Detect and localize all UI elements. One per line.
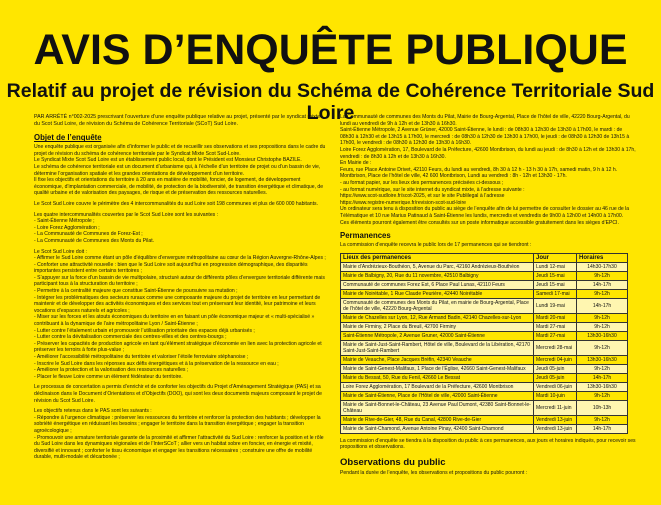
day-cell: Vendredi 13-juin: [534, 424, 577, 433]
consultation-paragraph: Saint-Étienne Métropole, 2 Avenue Grüner, 42000 Saint-Étienne, le lundi : de 08h30 à 12h30 de 13h30 à 17h00, le mardi : de 08h30 à 12h30 et de 13h15 à 17h00, le mercredi : de 08h30 à 12h30 de 13h30 à 17h00, le jeudi : de 08h30 à 12h30 de 13h15 à 17h00, le vendredi : de 08h30 à 12h30 de 13h30 à 16h30.: [340, 127, 630, 147]
table-row: [341, 322, 628, 331]
hours-cell: 9h-12h: [577, 391, 628, 400]
consultation-paragraph: - au format numérique, sur le site internet du syndicat mixte, à l’adresse suivante :: [340, 186, 525, 193]
object-paragraph: Le Syndicat Mixte Scot Sud Loire est un établissement public local, dont le Président est Monsieur Christophe BAZILE.: [34, 157, 302, 164]
list-item: - La Communauté de Communes des Monts du Pilat.: [34, 237, 155, 244]
place-cell: Mairie de Saint-Chamond, Avenue Antoine Pinay, 42400 Saint-Chamond: [341, 424, 534, 433]
table-row: [341, 271, 628, 280]
list-item: - Miser sur les forces et les atouts économiques du territoire en en faisant un pôle économique majeur et « multi-spécialisé » contribuant à la dynamique de l’aire métropolitaine Lyon / Saint-Étienne ;: [34, 314, 315, 328]
list-item: - Améliorer la protection et la valorisation des ressources naturelles ;: [34, 367, 189, 374]
website-link[interactable]: https://www.scot-sudloire.fr/scot-2025, et sur le site Publilegal à l’adresse: [340, 193, 505, 200]
place-cell: Saint-Étienne Métropole, 2 Avenue Gruner, 42000 Saint-Étienne: [341, 331, 534, 340]
table-row: [341, 355, 628, 364]
table-row: [341, 415, 628, 424]
place-cell: Mairie du Bessat, 50, Rue du Fenil, 42660 Le Bessat: [341, 373, 534, 382]
day-cell: Mercredi 11-juin: [534, 400, 577, 415]
day-cell: Jeudi 15-mai: [534, 280, 577, 289]
column-header: Horaires: [577, 253, 628, 262]
list-item: - Permettre à la centralité majeure que constitue Saint-Étienne de poursuivre sa mutation ;: [34, 288, 238, 295]
consultation-paragraph: - au format papier, sur les lieux des permanences précisées ci-dessous ;: [340, 179, 504, 186]
list-item: - Loire Forez Agglomération ;: [34, 224, 100, 231]
consultation-paragraph: Loire Forez Agglomération, 17, Boulevard de la Préfecture, 42600 Montbrison, du lundi au jeudi : de 8h30 à 12h et de 13h30 à 17h, vendredi : de 8h30 à 12h et de 13h30 à 16h30.: [340, 146, 636, 160]
table-row: [341, 373, 628, 382]
hours-cell: 9h-12h: [577, 364, 628, 373]
place-cell: Mairie de Noirétable, 1 Rue Claude Peurière, 42440 Noirétable: [341, 289, 534, 298]
place-cell: Mairie de Rive-de-Gier, 48, Rue du Canal, 42800 Rive-de-Gier: [341, 415, 534, 424]
table-header-row: [341, 253, 628, 262]
permanences-intro: La commission d’enquête recevra le public lors de 17 permanences qui se tiendront :: [340, 242, 532, 249]
list-item: - Lutter contre la dévitalisation commerciale des centres-villes et des centres-bourgs ;: [34, 334, 227, 341]
hours-cell: 14h-17h: [577, 373, 628, 382]
permanences-footnote: La commission d’enquête se tiendra à la disposition du public à ces permanences, aux jours et horaires indiqués, pour recevoir ses propositions et observations.: [340, 437, 636, 451]
table-row: [341, 340, 628, 355]
table-row: [341, 331, 628, 340]
left-column: [34, 114, 327, 461]
list-item: - La Communauté de Communes de Forez-Est ;: [34, 231, 143, 238]
day-cell: Mardi 27-mai: [534, 331, 577, 340]
day-cell: Mardi 10-juin: [534, 391, 577, 400]
object-paragraph: Les quatre intercommunalités couvertes par le Scot Sud Loire sont les suivantes :: [34, 211, 219, 218]
hours-cell: 14h-17h: [577, 280, 628, 289]
day-cell: Vendredi 13-juin: [534, 415, 577, 424]
object-heading: Objet de l’enquête: [34, 133, 102, 143]
table-row: [341, 313, 628, 322]
day-cell: Jeudi 05-juin: [534, 364, 577, 373]
list-item: - Améliorer l’accessibilité métropolitaine du territoire et valoriser l’étoile ferroviaire stéphanoise ;: [34, 354, 249, 360]
right-column: [340, 114, 636, 476]
hours-cell: 14h30-17h30: [577, 262, 628, 271]
day-cell: Jeudi 05-juin: [534, 373, 577, 382]
place-cell: Loire Forez Agglomération, 17 Boulevard de la Préfecture, 42600 Montbrison: [341, 382, 534, 391]
permanences-table: [340, 253, 628, 434]
object-paragraph: Une enquête publique est organisée afin d’informer le public et de recueillir ses observations et ses propositions dans le cadre du projet de révision du schéma de cohérence territoriale par le Syndicat Mixte Scot Sud-Loire.: [34, 144, 326, 157]
consultation-paragraph: Montbrison, Place de l’hôtel de ville, 42 600 Montbrison, Lundi au vendredi : 8h - 12h et 13h30 - 17h.: [340, 173, 567, 180]
column-header: Jour: [534, 253, 577, 262]
place-cell: Mairie d’Andrézieux-Bouthéon, 5, Avenue du Parc, 42160 Andrézieux-Bouthéon: [341, 262, 534, 271]
day-cell: Lundi 19-mai: [534, 298, 577, 313]
table-row: [341, 382, 628, 391]
hours-cell: 13h30-16h30: [577, 355, 628, 364]
day-cell: Samedi 17-mai: [534, 289, 577, 298]
hours-cell: 9h-12h: [577, 322, 628, 331]
list-item: - Préserver les capacités de production agricole en tant qu’élément stratégique d’économie en lien avec la protection agricole et préserver les terroirs à forte plus-value ;: [34, 340, 322, 354]
hours-cell: 14h-17h: [577, 298, 628, 313]
day-cell: Lundi 12-mai: [534, 262, 577, 271]
day-cell: Mercredi 04-juin: [534, 355, 577, 364]
hours-cell: 9h-12h: [577, 313, 628, 322]
consultation-paragraph: Ces éléments pourront également être consultés sur un poste informatique accessible gratuitement dans les sièges d’EPCI.: [340, 219, 619, 226]
table-row: [341, 262, 628, 271]
consultation-paragraph: En Mairie de :: [340, 160, 372, 167]
object-paragraph: Le Scot Sud Loire doit :: [34, 248, 87, 255]
object-paragraph: Les objectifs retenus dans le PAS sont les suivants :: [34, 408, 152, 415]
day-cell: Mardi 20-mai: [534, 313, 577, 322]
place-cell: Mairie de Saint-Étienne, Place de l’Hôtel de ville, 42000 Saint-Étienne: [341, 391, 534, 400]
object-paragraph: Le Scot Sud Loire couvre le périmètre des 4 intercommunalités du sud Loire soit 198 communes et plus de 600 000 habitants.: [34, 200, 318, 207]
page-subtitle: Relatif au projet de révision du Schéma de Cohérence Territoriale Sud Loire: [6, 80, 655, 124]
list-item: - Affirmer le Sud Loire comme étant un pôle d’équilibre d’envergure métropolitaine au cœur de la Région Auvergne-Rhône-Alpes ;: [34, 255, 326, 262]
table-row: [341, 298, 628, 313]
object-paragraph: Le processus de concertation a permis d’enrichir et de conforter les objectifs du Projet d’Aménagement Stratégique (PAS) et sa déclinaison dans le Document d’Orientations et d’Objectifs (DOO), qui sont les deux documents majeurs composant le projet de révision du Scot Sud Loire.: [34, 384, 322, 404]
table-row: [341, 280, 628, 289]
list-item: - Inscrire le Sud Loire dans les réponses aux défis énergétiques et à la préservation de la ressource en eau ;: [34, 360, 279, 367]
place-cell: Mairie de Veauche, Place Jacques Bréfin, 42340 Veauche: [341, 355, 534, 364]
place-cell: Communauté de communes des Monts du Pilat, en mairie de Bourg-Argental, Place de l’hôtel de ville, 42220 Bourg-Argental: [341, 298, 534, 313]
hours-cell: 9h-12h: [577, 415, 628, 424]
day-cell: Vendredi 06-juin: [534, 382, 577, 391]
list-item: - Lutter contre l’étalement urbain et promouvoir l’utilisation prioritaire des espaces déjà urbanisés ;: [34, 327, 255, 334]
list-item: - Conforter une attractivité nouvelle : bien que le Sud Loire soit aujourd’hui en progression démographique, des disparités importantes persistent entre certains territoires ;: [34, 261, 308, 275]
table-row: [341, 391, 628, 400]
consultation-paragraph: Un ordinateur sera tenu à disposition du public au siège de l’enquête afin de lui permettre de consulter le dossier au 46 rue de la Télématique et 10 rue Marius Patinaud à Saint-Étienne les lundis, mercredis et vendredis de 9h00 à 12h00 et 14h00 à 17h00.: [340, 206, 630, 219]
table-row: [341, 424, 628, 433]
place-cell: Communauté de communes Forez Est, 6 Place Paul Lunas, 42110 Feurs: [341, 280, 534, 289]
registry-link[interactable]: https://www.registre-numerique.fr/revision-scot-sud-loire: [340, 199, 466, 206]
day-cell: Mercredi 28-mai: [534, 340, 577, 355]
hours-cell: 13h30-16h30: [577, 382, 628, 391]
place-cell: Mairie de Chazelles sur Lyon, 12, Rue Armand Badin, 42140 Chazelles-sur-Lyon: [341, 313, 534, 322]
object-paragraph: Il fixe les objectifs et orientations du territoire à 20 ans en matière de mobilité, foncier, de logement, de développement économique, d’implantation commerciale, de mobilité, de protection de la biodiversité, de transition énergétique et climatique, de qualité urbaine et de valorisation des paysages, de risque et de préservation des ressources naturelles.: [34, 177, 324, 197]
list-item: - Intégrer les problématiques des secteurs ruraux comme une composante majeure du projet de territoire en leur permettant de maintenir et de développer des activités économiques et des services tout en préservant leur identité, leur patrimoine et leurs vocations d’espaces naturels et agricoles ;: [34, 294, 321, 314]
page-title: AVIS D’ENQUÊTE PUBLIQUE: [33, 26, 628, 74]
list-item: - Promouvoir une armature territoriale garante de la proximité et affirmer l’attractivité du Sud Loire : renforcer la position et le rôle du Sud Loire dans les dynamiques régionales et de l’InterSCoT ; allier vers un habitat sobre en foncier, en énergie et mixité, diversifié et innovant ; conforter le tissu économique et engager les transitions nécessaires ; construire une offre de mobilité durable, multi-modale et décarbonée ;: [34, 434, 324, 461]
hours-cell: 9h-12h: [577, 289, 628, 298]
list-item: - Placer le fleuve Loire comme un élément fédérateur du territoire.: [34, 373, 183, 380]
day-cell: Jeudi 15-mai: [534, 271, 577, 280]
day-cell: Mardi 27-mai: [534, 322, 577, 331]
list-item: - S’appuyer sur la force d’un bassin de vie multipolaire, structuré autour de différents pôles d’envergure territoriale différente mais participant tous à la structuration du territoire ;: [34, 274, 325, 288]
hours-cell: 13h30-16h30: [577, 331, 628, 340]
place-cell: Mairie de Saint-Genest-Malifaux, 1 Place de l’Église, 42660 Saint-Genest-Malifaux: [341, 364, 534, 373]
object-paragraph: Le schéma de cohérence territoriale est un document d’urbanisme qui, à l’échelle d’un territoire de projet ou d’un bassin de vie, détermine l’organisation spatiale et les grandes orientations de développement d’un territoire.: [34, 163, 321, 177]
hours-cell: 14h-17h: [577, 424, 628, 433]
hours-cell: 10h-13h: [577, 400, 628, 415]
observations-heading: Observations du public: [340, 456, 446, 468]
observations-text: Pendant la durée de l’enquête, les observations et propositions du public pourront :: [340, 469, 528, 476]
list-item: - Répondre à l’urgence climatique : préserver les ressources du territoire et renforcer la protection des habitants ; développer la sobriété énergétique en réduisant les besoins ; engager le territoire dans la transition énergétique ; engager la transition agroécologique ;: [34, 414, 321, 434]
hours-cell: 9h-12h: [577, 340, 628, 355]
place-cell: Mairie de Balbigny, 20, Rue du 11 novembre, 42510 Balbigny: [341, 271, 534, 280]
table-row: [341, 400, 628, 415]
permanences-heading: Permanences: [340, 231, 391, 241]
table-row: [341, 289, 628, 298]
decree-intro: PAR ARRÊTÉ n°002-2025 prescrivant l’ouverture d’une enquête publique relative au projet, présenté par le syndicat mixte du Scot Sud Loire, de révision du Schéma de Cohérence Territoriale (SCoT) Sud Loire.: [34, 114, 321, 127]
table-row: [341, 364, 628, 373]
place-cell: Mairie de Saint-Just-Saint-Rambert, Hôtel de ville, Boulevard de la Libération, 42170 Saint-Just-Saint-Rambert: [341, 340, 534, 355]
place-cell: Mairie de Firminy, 2 Place du Breuil, 42700 Firminy: [341, 322, 534, 331]
column-header: Lieux des permanences: [341, 253, 534, 262]
place-cell: Mairie de Saint-Bonnet-le-Château, 23 Avenue Paul Dumont, 42380 Saint-Bonnet-le-Château: [341, 400, 534, 415]
consultation-paragraph: Feurs, rue Place Antoine Drivet, 42110 Feurs, du lundi au vendredi, 8h 30 à 12 h - 13 h 30 à 17h, samedi matin, 9 h à 12 h.: [340, 166, 618, 173]
hours-cell: 9h-12h: [577, 271, 628, 280]
list-item: - Saint-Étienne Métropole ;: [34, 218, 95, 225]
consultation-paragraph: La Communauté de communes des Monts du Pilat, Mairie de Bourg-Argental, Place de l’hôtel de ville, 42220 Bourg-Argental, du lundi au vendredi de 9h à 12h et de 13h30 à 16h30.: [340, 114, 630, 127]
